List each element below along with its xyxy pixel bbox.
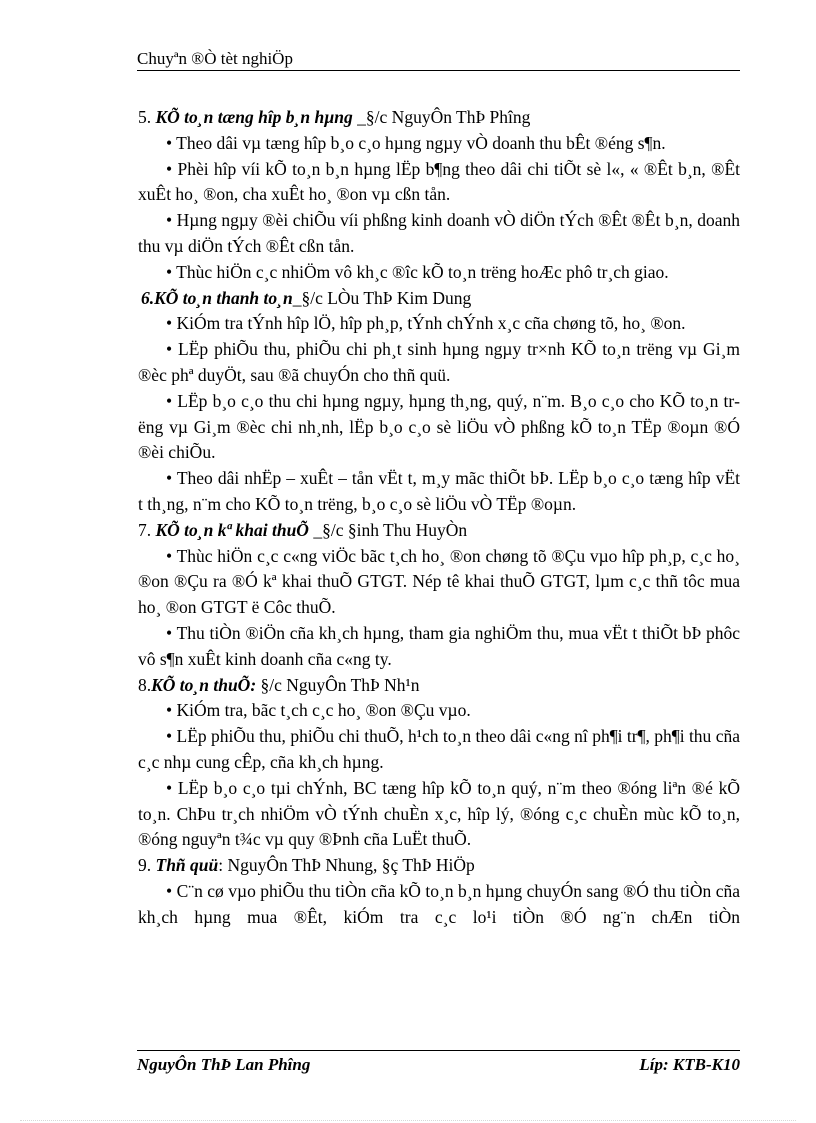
bullet-item: • LËp b¸o c¸o tµi chÝnh, BC tæng hîp kÕ to¸n quý, n¨m theo ®óng liªn ®é kÕ to¸n. ChÞu tr¸ch nhiÖm vÒ tÝnh chuÈn x¸c, hîp lý, ®óng c¸c chuÈn mùc kÕ to¸n, ®óng nguyªn t¾c vµ quy ®Þnh cña LuËt thuÕ. [138,777,740,850]
section-heading [138,286,740,312]
section-number: 5. [138,107,156,127]
section-title: KÕ to¸n thanh to¸n [154,287,293,308]
section-assignee: _§/c LÒu ThÞ Kim Dung [292,287,472,308]
section-heading [138,673,740,699]
bullet-item: • LËp phiÕu thu, phiÕu chi thuÕ, h¹ch to¸n theo dâi c«ng nî ph¶i tr¶, ph¶i thu cña c¸c nhµ cung cÊp, cña kh¸ch hµng. [138,726,740,772]
bullet-item: • LËp phiÕu thu, phiÕu chi ph¸t sinh hµng ngµy tr×nh KÕ to¸n trëng vµ Gi¸m ®èc phª duyÖt, sau ®ã chuyÓn cho thñ quü. [138,339,740,385]
running-header: Chuyªn ®Ò tèt nghiÖp [137,49,293,68]
bullet-item: • Hµng ngµy ®èi chiÕu víi phßng kinh doanh vÒ diÖn tÝch ®Êt ®Êt b¸n, doanh thu vµ diÖn tÝch ®Êt cßn tån. [138,210,740,256]
section-assignee: _§/c NguyÔn ThÞ Phîng [352,107,531,127]
section-title: Thñ quü [155,855,219,876]
section-number: 6. [141,287,155,308]
bullet-item: • Thùc hiÖn c¸c c«ng viÖc bãc t¸ch ho¸ ®on chøng tõ ®Çu vµo hîp ph¸p, c¸c ho¸ ®on ®Çu ra ®Ó kª khai thuÕ GTGT. Nép tê khai thuÕ GTGT, lµm c¸c thñ tôc mua ho¸ ®on GTGT ë Côc thuÕ. [138,545,740,618]
bullet-item: • Theo dâi nhËp – xuÊt – tån vËt t, m¸y mãc thiÕt bÞ. LËp b¸o c¸o tæng hîp vËt t th¸ng, n¨m cho KÕ to¸n trëng, b¸o c¸o sè liÖu vÒ TËp ®oµn. [138,468,740,514]
bullet-item: • Thùc hiÖn c¸c nhiÖm vô kh¸c ®îc kÕ to¸n trëng hoÆc phô tr¸ch giao. [166,261,669,282]
section-assignee: _§/c §inh Thu HuyÒn [308,519,468,540]
section-assignee: §/c NguyÔn ThÞ Nh¹n [256,674,420,695]
footer-rule [137,1050,740,1051]
section-heading [138,518,740,544]
section-number: 8. [138,674,152,695]
section-assignee: : NguyÔn ThÞ Nhung, §ç ThÞ HiÖp [218,855,475,876]
section-number: 9. [138,855,156,876]
section-title: KÕ to¸n kª khai thuÕ [155,519,309,540]
bullet-item: • KiÓm tra, bãc t¸ch c¸c ho¸ ®on ®Çu vµo. [166,700,471,721]
bullet-item: • C¨n cø vµo phiÕu thu tiÒn cña kÕ to¸n b¸n hµng chuyÓn sang ®Ó thu tiÒn cña kh¸ch hµng mua ®Êt, kiÓm tra c¸c lo¹i tiÒn ®Ó ng¨n chÆn tiÒn [138,880,740,927]
section-title: KÕ to¸n tæng hîp b¸n hµng [155,107,353,127]
bullet-item: • Theo dâi vµ tæng hîp b¸o c¸o hµng ngµy vÒ doanh thu bÊt ®éng s¶n. [166,132,666,153]
header-rule [137,70,740,71]
section-title: KÕ to¸n thuÕ: [151,674,257,695]
footer-class: Líp: KTB-K10 [639,1055,740,1074]
page-bottom-edge [20,1120,796,1121]
section-heading [138,853,740,879]
bullet-item: • LËp b¸o c¸o thu chi hµng ngµy, hµng th¸ng, quý, n¨m. B¸o c¸o cho KÕ to¸n trëng vµ Gi¸m ®èc chi nh¸nh, lËp b¸o c¸o sè liÖu vÒ phßng kÕ to¸n TËp ®oµn ®Ó ®èi chiÕu. [138,390,740,463]
bullet-item: • Phèi hîp víi kÕ to¸n b¸n hµng lËp b¶ng theo dâi chi tiÕt sè l«, « ®Êt b¸n, ®Êt xuÊt ho¸ ®on, cha xuÊt ho¸ ®on vµ cßn tån. [138,158,740,205]
bullet-item: • Thu tiÒn ®iÖn cña kh¸ch hµng, tham gia nghiÖm thu, mua vËt t thiÕt bÞ phôc vô s¶n xuÊt kinh doanh cña c«ng ty. [138,622,740,669]
document-body [138,105,740,931]
bullet-item: • KiÓm tra tÝnh hîp lÖ, hîp ph¸p, tÝnh chÝnh x¸c cña chøng tõ, ho¸ ®on. [166,313,686,334]
section-number: 7. [138,519,156,540]
footer-author: NguyÔn ThÞ Lan Phîng [137,1055,311,1074]
section-heading [138,105,740,131]
